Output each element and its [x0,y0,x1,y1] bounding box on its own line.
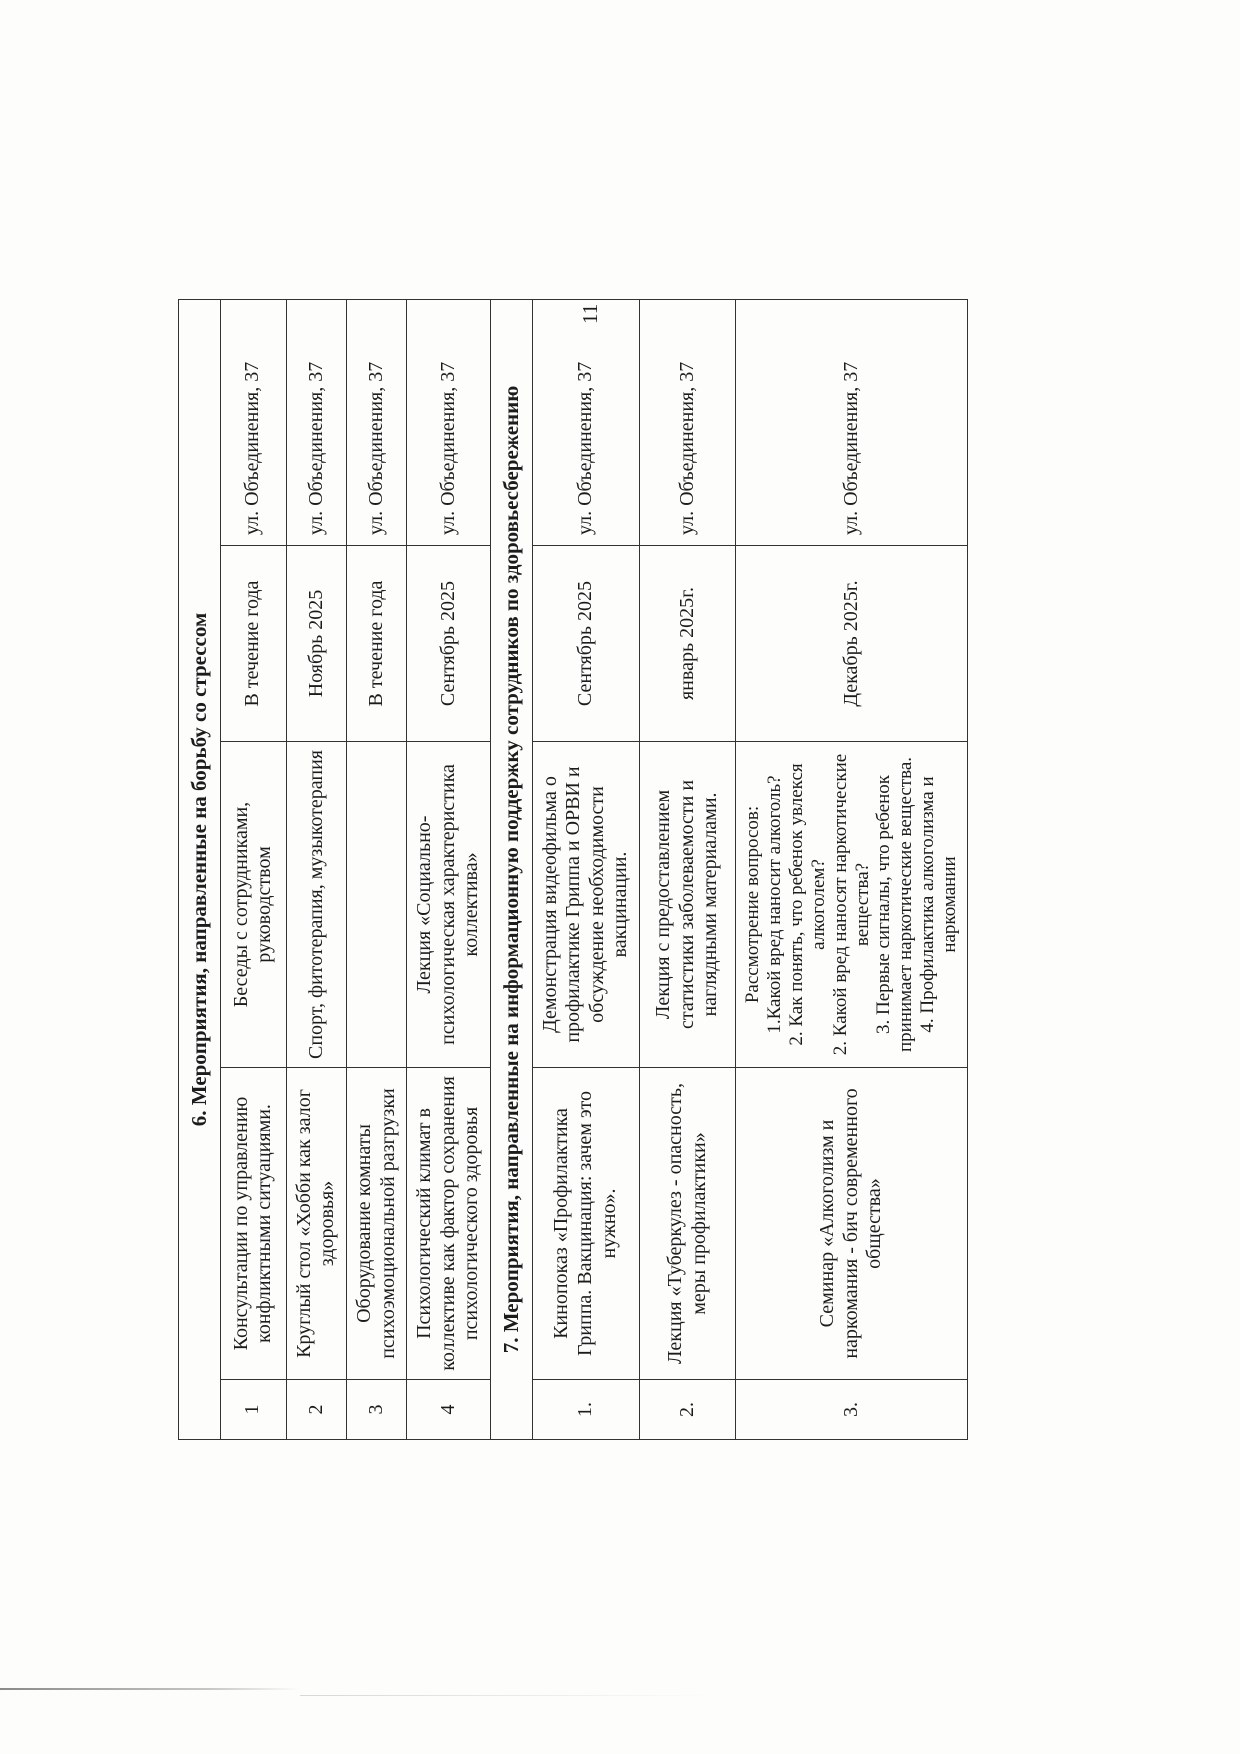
event-place: ул. Объединения, 37 [532,299,639,545]
table-row [407,299,491,1439]
scan-edge-line [0,1688,300,1690]
row-number: 3. [736,1380,968,1440]
events-table [178,299,968,1440]
event-description: Демонстрация видеофильма о профилактике Гриппа и ОРВИ и обсуждение необходимости вакцинации. [532,742,639,1068]
table-row [220,299,286,1439]
event-date: Декабрь 2025г. [736,546,968,742]
row-number: 1. [532,1380,639,1440]
event-name: Лекция «Туберкулез - опасность, меры профилактики» [640,1068,736,1380]
event-name: Оборудование комнаты психоэмоциональной разгрузки [346,1068,406,1380]
event-name: Кинопоказ «Профилактика Гриппа. Вакцинация: зачем это нужно». [532,1068,639,1380]
event-date: Сентябрь 2025 [407,546,491,742]
event-name: Круглый стол «Хобби как залог здоровья» [286,1068,346,1380]
event-description: Лекция с предоставлением статистики заболеваемости и наглядными материалами. [640,742,736,1068]
event-date: Ноябрь 2025 [286,546,346,742]
table-row [346,299,406,1439]
row-number: 4 [407,1380,491,1440]
section-7-header [490,299,532,1439]
event-place: ул. Объединения, 37 [640,299,736,545]
row-number: 1 [220,1380,286,1440]
table-row [532,299,639,1439]
page-number: 11 [578,303,602,324]
event-name: Семинар «Алкоголизм и наркомания - бич современного общества» [736,1068,968,1380]
event-date: В течение года [220,546,286,742]
row-number: 3 [346,1380,406,1440]
event-place: ул. Объединения, 37 [346,299,406,545]
event-description: Лекция «Социально-психологическая характеристика коллектива» [407,742,491,1068]
table-row [640,299,736,1439]
event-place: ул. Объединения, 37 [286,299,346,545]
event-name: Консультации по управлению конфликтными ситуациями. [220,1068,286,1380]
event-place: ул. Объединения, 37 [220,299,286,545]
section-6-header [179,299,221,1439]
event-name: Психологический климат в коллективе как фактор сохранения психологического здоровья [407,1068,491,1380]
scan-edge-line-faint [300,1695,720,1696]
question-line: 2. Как понять, что ребенок увлекся алкоголем? [786,763,829,1046]
event-description: Беседы с сотрудниками, руководством [220,742,286,1068]
table-row [286,299,346,1439]
question-line: 4. Профилактика алкоголизма и наркомании [917,776,960,1033]
event-description: Спорт, фитотерапия, музыкотерапия [286,742,346,1068]
event-date: В течение года [346,546,406,742]
event-date: Сентябрь 2025 [532,546,639,742]
question-line: Рассмотрение вопросов: [742,805,764,1004]
row-number: 2. [640,1380,736,1440]
event-date: январь 2025г. [640,546,736,742]
table-row [736,299,968,1439]
question-line: 1.Какой вред наносит алкоголь? [764,775,786,1034]
section-7-title: 7. Мероприятия, направленные на информационную поддержку сотрудников по здоровьесбережению [490,299,532,1439]
event-place: ул. Объединения, 37 [407,299,491,545]
rotated-page-content [178,300,1038,1440]
row-number: 2 [286,1380,346,1440]
event-description [346,742,406,1068]
event-description-list [736,742,968,1068]
event-place: ул. Объединения, 37 [736,299,968,545]
section-6-title: 6. Мероприятия, направленные на борьбу со стрессом [179,299,221,1439]
question-line: 2. Какой вред наносят наркотические вещества? [829,753,873,1056]
question-line: 3. Первые сигналы, что ребенок принимает наркотические вещества. [873,756,917,1053]
